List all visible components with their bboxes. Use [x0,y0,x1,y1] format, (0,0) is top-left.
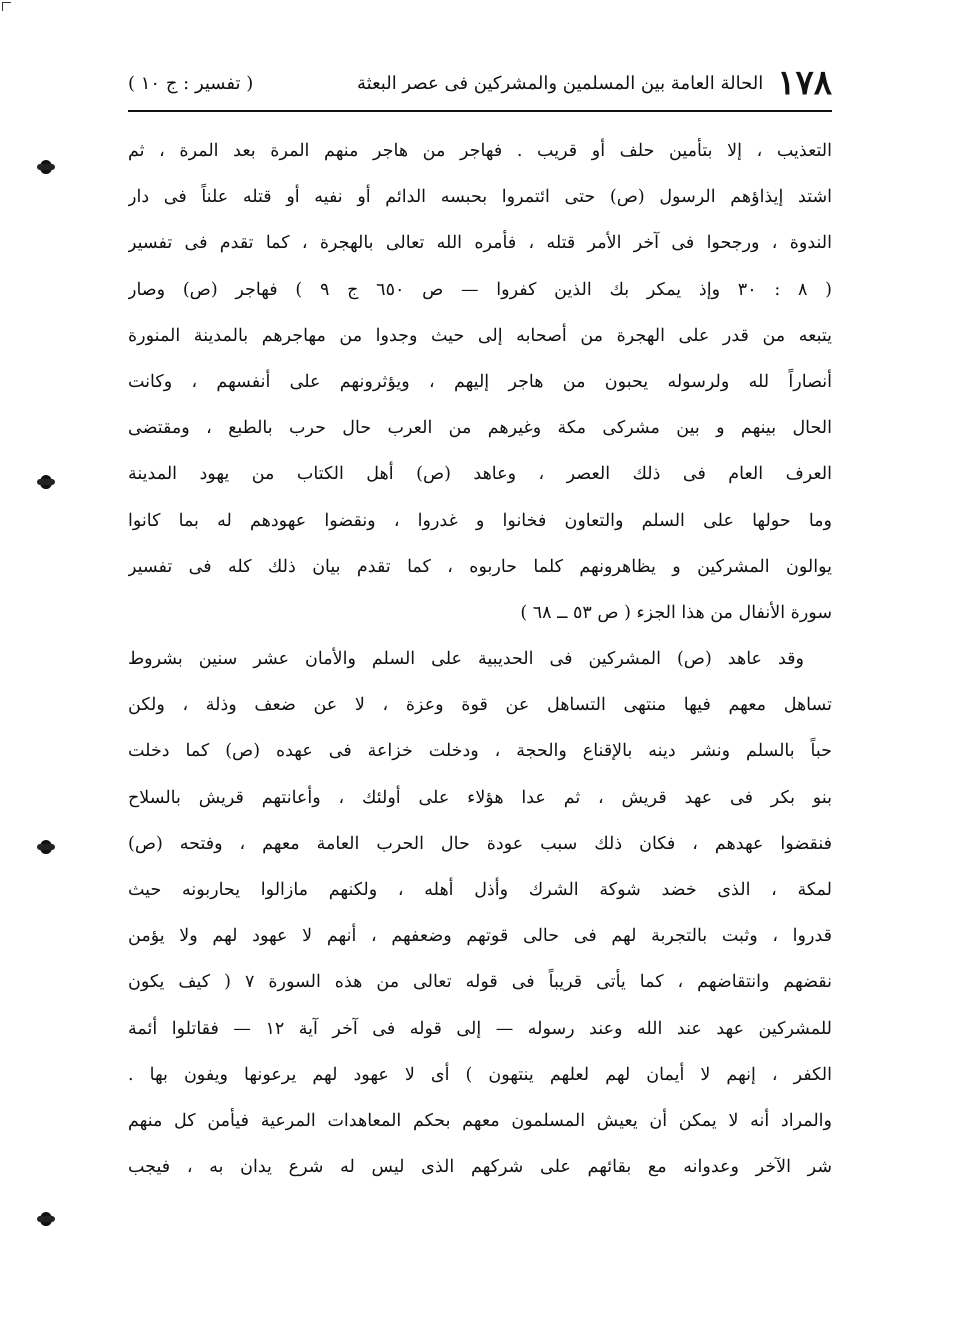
text-line: الحال بينهم و بين مشركى مكة وغيرهم من العرب حال حرب بالطبع ، ومقتضى [128,418,832,439]
corner-mark [2,2,11,11]
page-number: ١٧٨ [777,63,832,103]
text-line: للمشركين عهد عند الله وعند رسوله — إلى قوله فى آخر آية ١٢ — فقاتلوا أئمة [128,1018,832,1039]
text-line: والمراد أنه لا يمكن أن يعيش المسلمون معهم بحكم المعاهدات المرعية فيأمن كل منهم [128,1110,832,1131]
text-line: بنو بكر فى عهد قريش ، ثم عدا هؤلاء على أولئك ، وأعانتهم قريش بالسلاح [128,787,832,808]
body-text [128,128,832,1190]
text-line: فنقضوا عهدهم ، فكان ذلك سبب عودة حال الحرب العامة معهم ، وفتحه (ص) [128,833,832,854]
text-line: يوالون المشركين و يظاهرونهم كلما حاربوه ، كما تقدم بيان ذلك كله فى تفسير [128,556,832,577]
text-line: العرف العام فى ذلك العصر ، وعاهد (ص) أهل الكتاب من يهود المدينة [128,464,832,485]
text-line: الندوة ، ورجحوا فى آخر الأمر قتله ، فأمره الله تعالى بالهجرة ، كما تقدم فى تفسير [128,233,832,254]
binding-hole-mark [40,475,52,489]
text-line: لمكة ، الذى خضد شوكة الشرك وأذل أهله ، ولكنهم مازالوا يحاربونه حيث [128,880,832,900]
text-line: سورة الأنفال من هذا الجزء ( ص ٥٣ ــ ٦٨ ) [520,602,832,623]
page-header [128,60,832,106]
text-line: نقضهم وانتقاضهم ، كما يأتى قريباً فى قوله تعالى من هذه السورة ٧ ( كيف يكون [128,972,832,993]
text-line: اشتد إيذاؤهم الرسول (ص) حتى ائتمروا بحبسه الدائم أو نفيه أو قتله علناً فى دار [128,187,832,208]
text-line: الكفر ، إنهم لا أيمان لهم لعلهم ينتهون ) أى لا عهود لهم يرعونها ويفون بها . [128,1064,832,1085]
running-title: الحالة العامة بين المسلمين والمشركين فى عصر البعثة [357,72,764,94]
text-line: التعذيب ، إلا بتأمين حلف أو قريب . فهاجر من هاجر منهم المرة بعد المرة ، ثم [128,141,832,161]
text-line: وما حولها على السلم والتعاون فخانوا و غدروا ، ونقضوا عهودهم له بما كانوا [128,510,832,531]
text-line: أنصاراً لله ولرسوله يحبون من هاجر إليهم ، ويؤثرونهم على أنفسهم ، وكانت [128,371,832,392]
binding-hole-mark [40,1212,52,1226]
text-line: حباً بالسلم ونشر دينه بالإقناع والحجة ، ودخلت خزاعة فى عهده (ص) كما دخلت [128,741,832,762]
volume-reference: ( تفسير : ج ١٠ ) [128,72,254,94]
text-line: تساهل معهم فيها منتهى التساهل عن قوة وعزة ، لا عن ضعف وذلة ، ولكن [128,695,832,716]
text-line: وقد عاهد (ص) المشركين فى الحديبية على السلم والأمان عشر سنين بشروط [128,649,805,670]
binding-hole-mark [40,840,52,854]
text-line: يتبعه من قدر على الهجرة من أصحابه إلى حيث وجدوا من مهاجرهم بالمدينة المنورة [128,325,832,346]
text-line: شر الآخر وعدوانه مع بقائهم على شركهم الذى ليس له شرع يدان به ، فيجب [128,1157,832,1178]
text-line: ( ٨ : ٣٠ وإذ يمكر بك الذين كفروا — ص ٦٥٠ ج ٩ ) فهاجر (ص) وصار [128,279,832,300]
text-line: قدروا ، وثبت بالتجربة لهم فى حالى قوتهم وضعفهم ، أنهم لا عهود لهم ولا يؤمن [128,926,832,947]
header-rule [128,110,832,112]
binding-hole-mark [40,160,52,174]
